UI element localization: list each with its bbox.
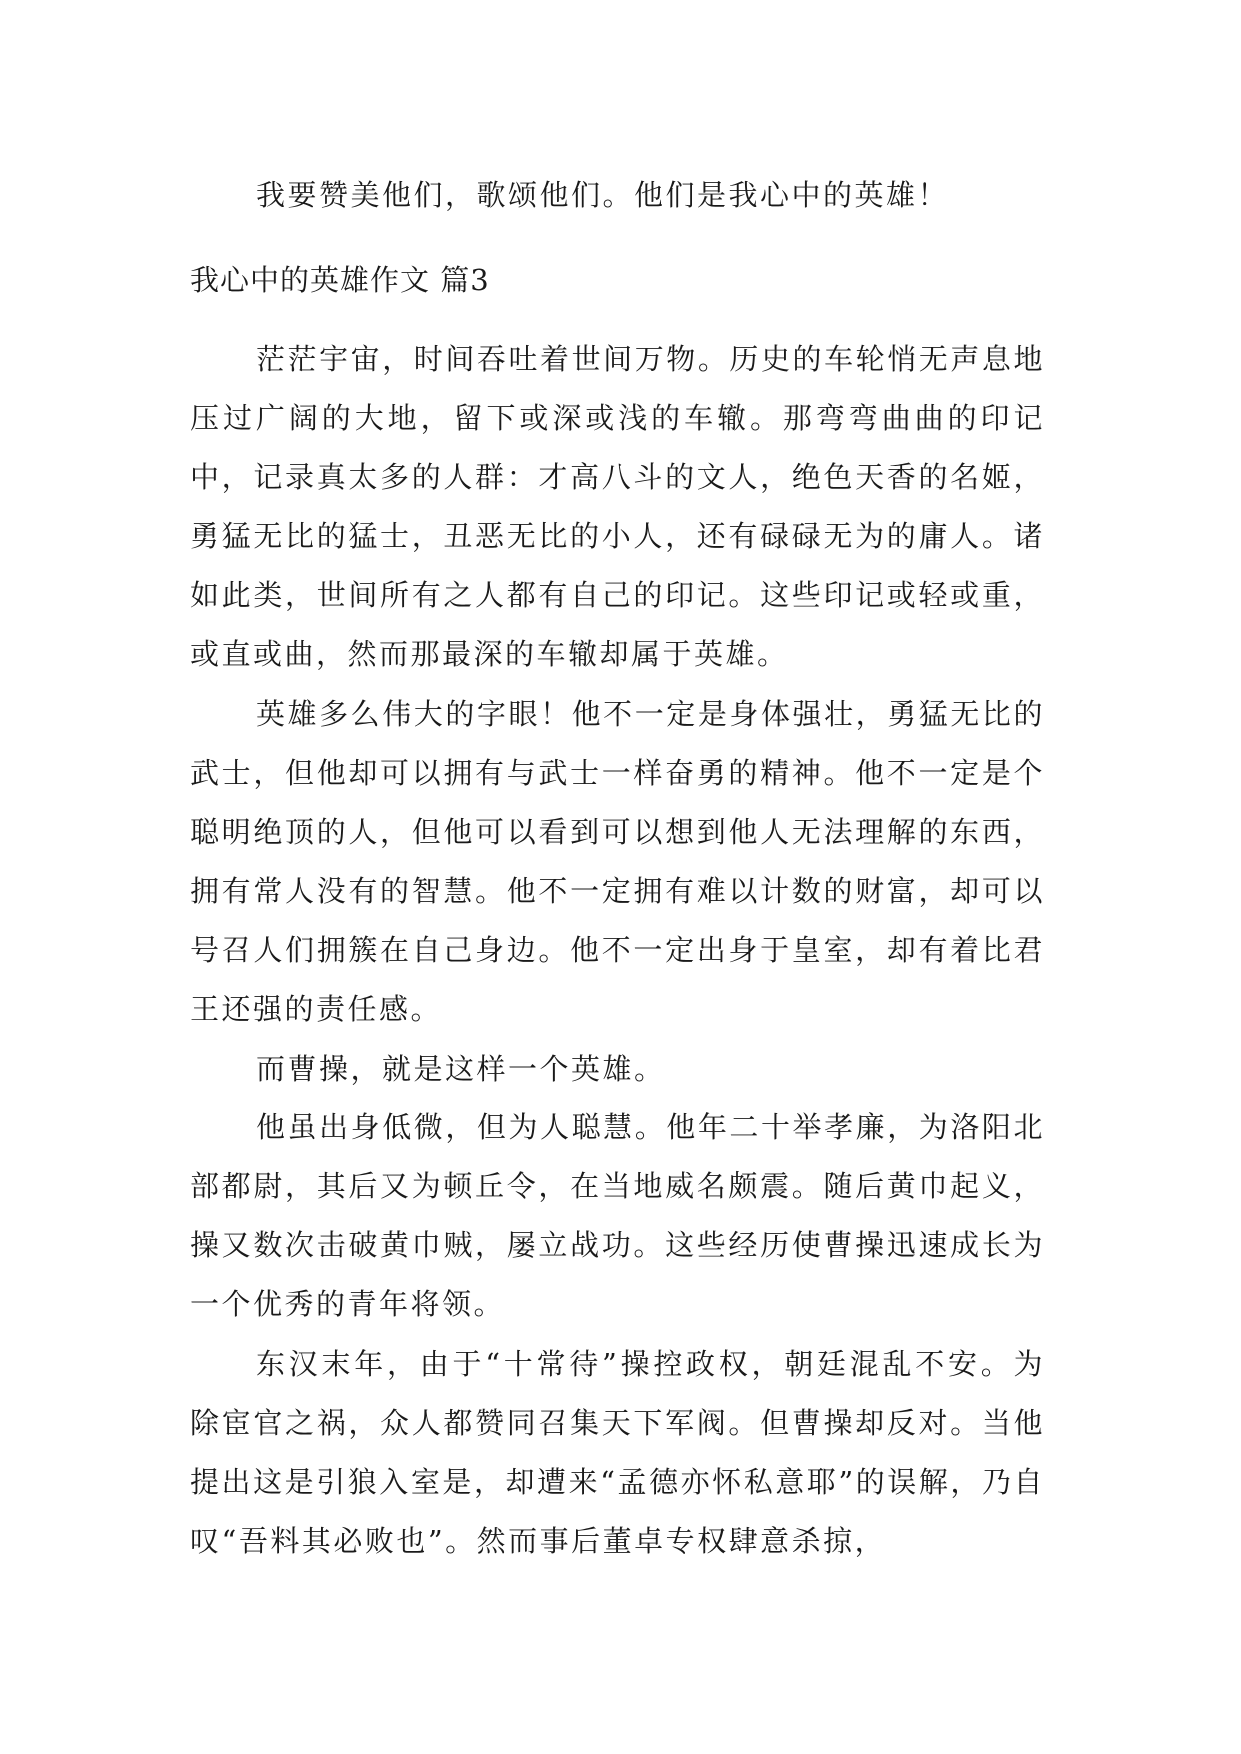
paragraph-intro: 我要赞美他们，歌颂他们。他们是我心中的英雄！ bbox=[256, 178, 950, 212]
paragraph-5: 东汉末年，由于“十常待”操控政权，朝廷混乱不安。为除宦官之祸，众人都赞同召集天下军阀。但曹操却反对。当他提出这是引狼入室是，却遭来“孟德亦怀私意耶”的误解，乃自叹“吾料其必败也”。然而事后董卓专权肆意杀掠， bbox=[190, 1347, 1045, 1558]
paragraph-3: 而曹操，就是这样一个英雄。 bbox=[256, 1052, 666, 1086]
paragraph-1: 茫茫宇宙，时间吞吐着世间万物。历史的车轮悄无声息地压过广阔的大地，留下或深或浅的车辙。那弯弯曲曲的印记中，记录真太多的人群：才高八斗的文人，绝色天香的名姬，勇猛无比的猛士，丑恶无比的小人，还有碌碌无为的庸人。诸如此类，世间所有之人都有自己的印记。这些印记或轻或重，或直或曲，然而那最深的车辙却属于英雄。 bbox=[190, 342, 1045, 671]
paragraph-4: 他虽出身低微，但为人聪慧。他年二十举孝廉，为洛阳北部都尉，其后又为顿丘令，在当地威名颇震。随后黄巾起义，操又数次击破黄巾贼，屡立战功。这些经历使曹操迅速成长为一个优秀的青年将领。 bbox=[190, 1110, 1045, 1321]
paragraph-2: 英雄多么伟大的字眼！他不一定是身体强壮，勇猛无比的武士，但他却可以拥有与武士一样奋勇的精神。他不一定是个聪明绝顶的人，但他可以看到可以想到他人无法理解的东西，拥有常人没有的智慧。他不一定拥有难以计数的财富，却可以号召人们拥簇在自己身边。他不一定出身于皇室，却有着比君王还强的责任感。 bbox=[190, 697, 1045, 1026]
section-title: 我心中的英雄作文 篇3 bbox=[190, 263, 490, 297]
